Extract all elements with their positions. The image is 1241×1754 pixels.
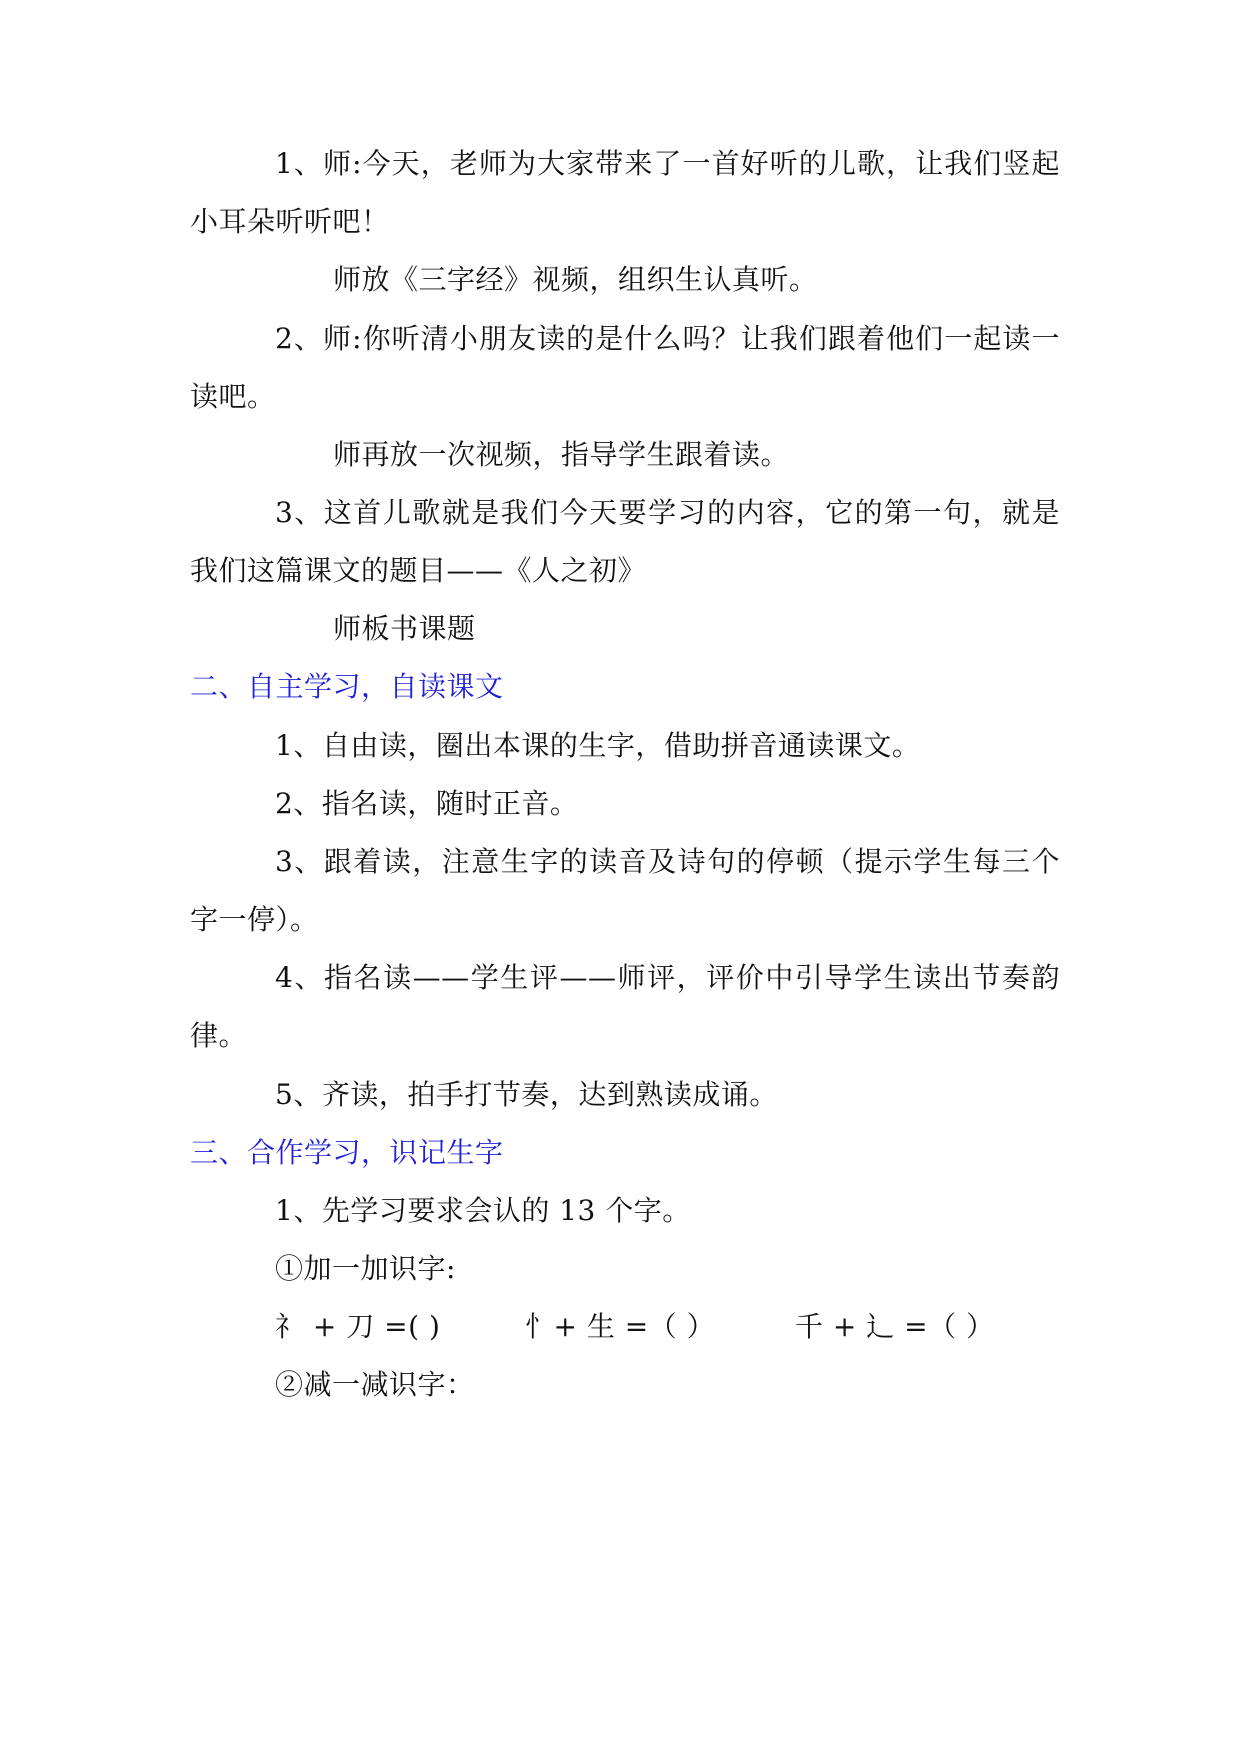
paragraph-1-line-2: 小耳朵听听吧！ — [190, 205, 390, 238]
section-heading-3: 三、合作学习，识记生字 — [190, 1136, 504, 1169]
section-2-item-5: 5、齐读，拍手打节奏，达到熟读成诵。 — [275, 1078, 778, 1111]
character-formula-row — [275, 1309, 1060, 1345]
section-2-item-2: 2、指名读，随时正音。 — [275, 787, 579, 820]
section-2-item-4-line-2: 律。 — [190, 1019, 248, 1052]
paragraph-5-line-1: 3、这首儿歌就是我们今天要学习的内容，它的第一句，就是 — [275, 496, 1060, 529]
section-3-item-1: 1、先学习要求会认的 13 个字。 — [275, 1194, 691, 1227]
section-heading-2: 二、自主学习，自读课文 — [190, 670, 504, 703]
paragraph-3-line-1: 2、师:你听清小朋友读的是什么吗？让我们跟着他们一起读一 — [275, 322, 1060, 355]
paragraph-4: 师再放一次视频，指导学生跟着读。 — [333, 438, 790, 471]
section-2-item-3-line-1: 3、跟着读，注意生字的读音及诗句的停顿（提示学生每三个 — [275, 845, 1060, 878]
section-2-item-1: 1、自由读，圈出本课的生字，借助拼音通读课文。 — [275, 729, 921, 762]
paragraph-2: 师放《三字经》视频，组织生认真听。 — [333, 263, 818, 296]
paragraph-1-line-1: 1、师:今天，老师为大家带来了一首好听的儿歌，让我们竖起 — [275, 147, 1060, 180]
section-2-item-3-line-2: 字一停）。 — [190, 903, 319, 936]
section-3-add-heading: ①加一加识字: — [275, 1252, 456, 1285]
formula-2: 忄+ 生 =（ ） — [525, 1310, 716, 1343]
formula-3: 千 + 辶 =（ ） — [795, 1310, 995, 1343]
section-3-subtract-heading: ②减一减识字： — [275, 1368, 475, 1401]
formula-1: 礻 + 刀 =( ) — [275, 1310, 441, 1343]
section-2-item-4-line-1: 4、指名读——学生评——师评，评价中引导学生读出节奏韵 — [275, 961, 1060, 994]
paragraph-5-line-2: 我们这篇课文的题目——《人之初》 — [190, 554, 647, 587]
paragraph-6: 师板书课题 — [333, 612, 476, 645]
paragraph-3-line-2: 读吧。 — [190, 380, 276, 413]
